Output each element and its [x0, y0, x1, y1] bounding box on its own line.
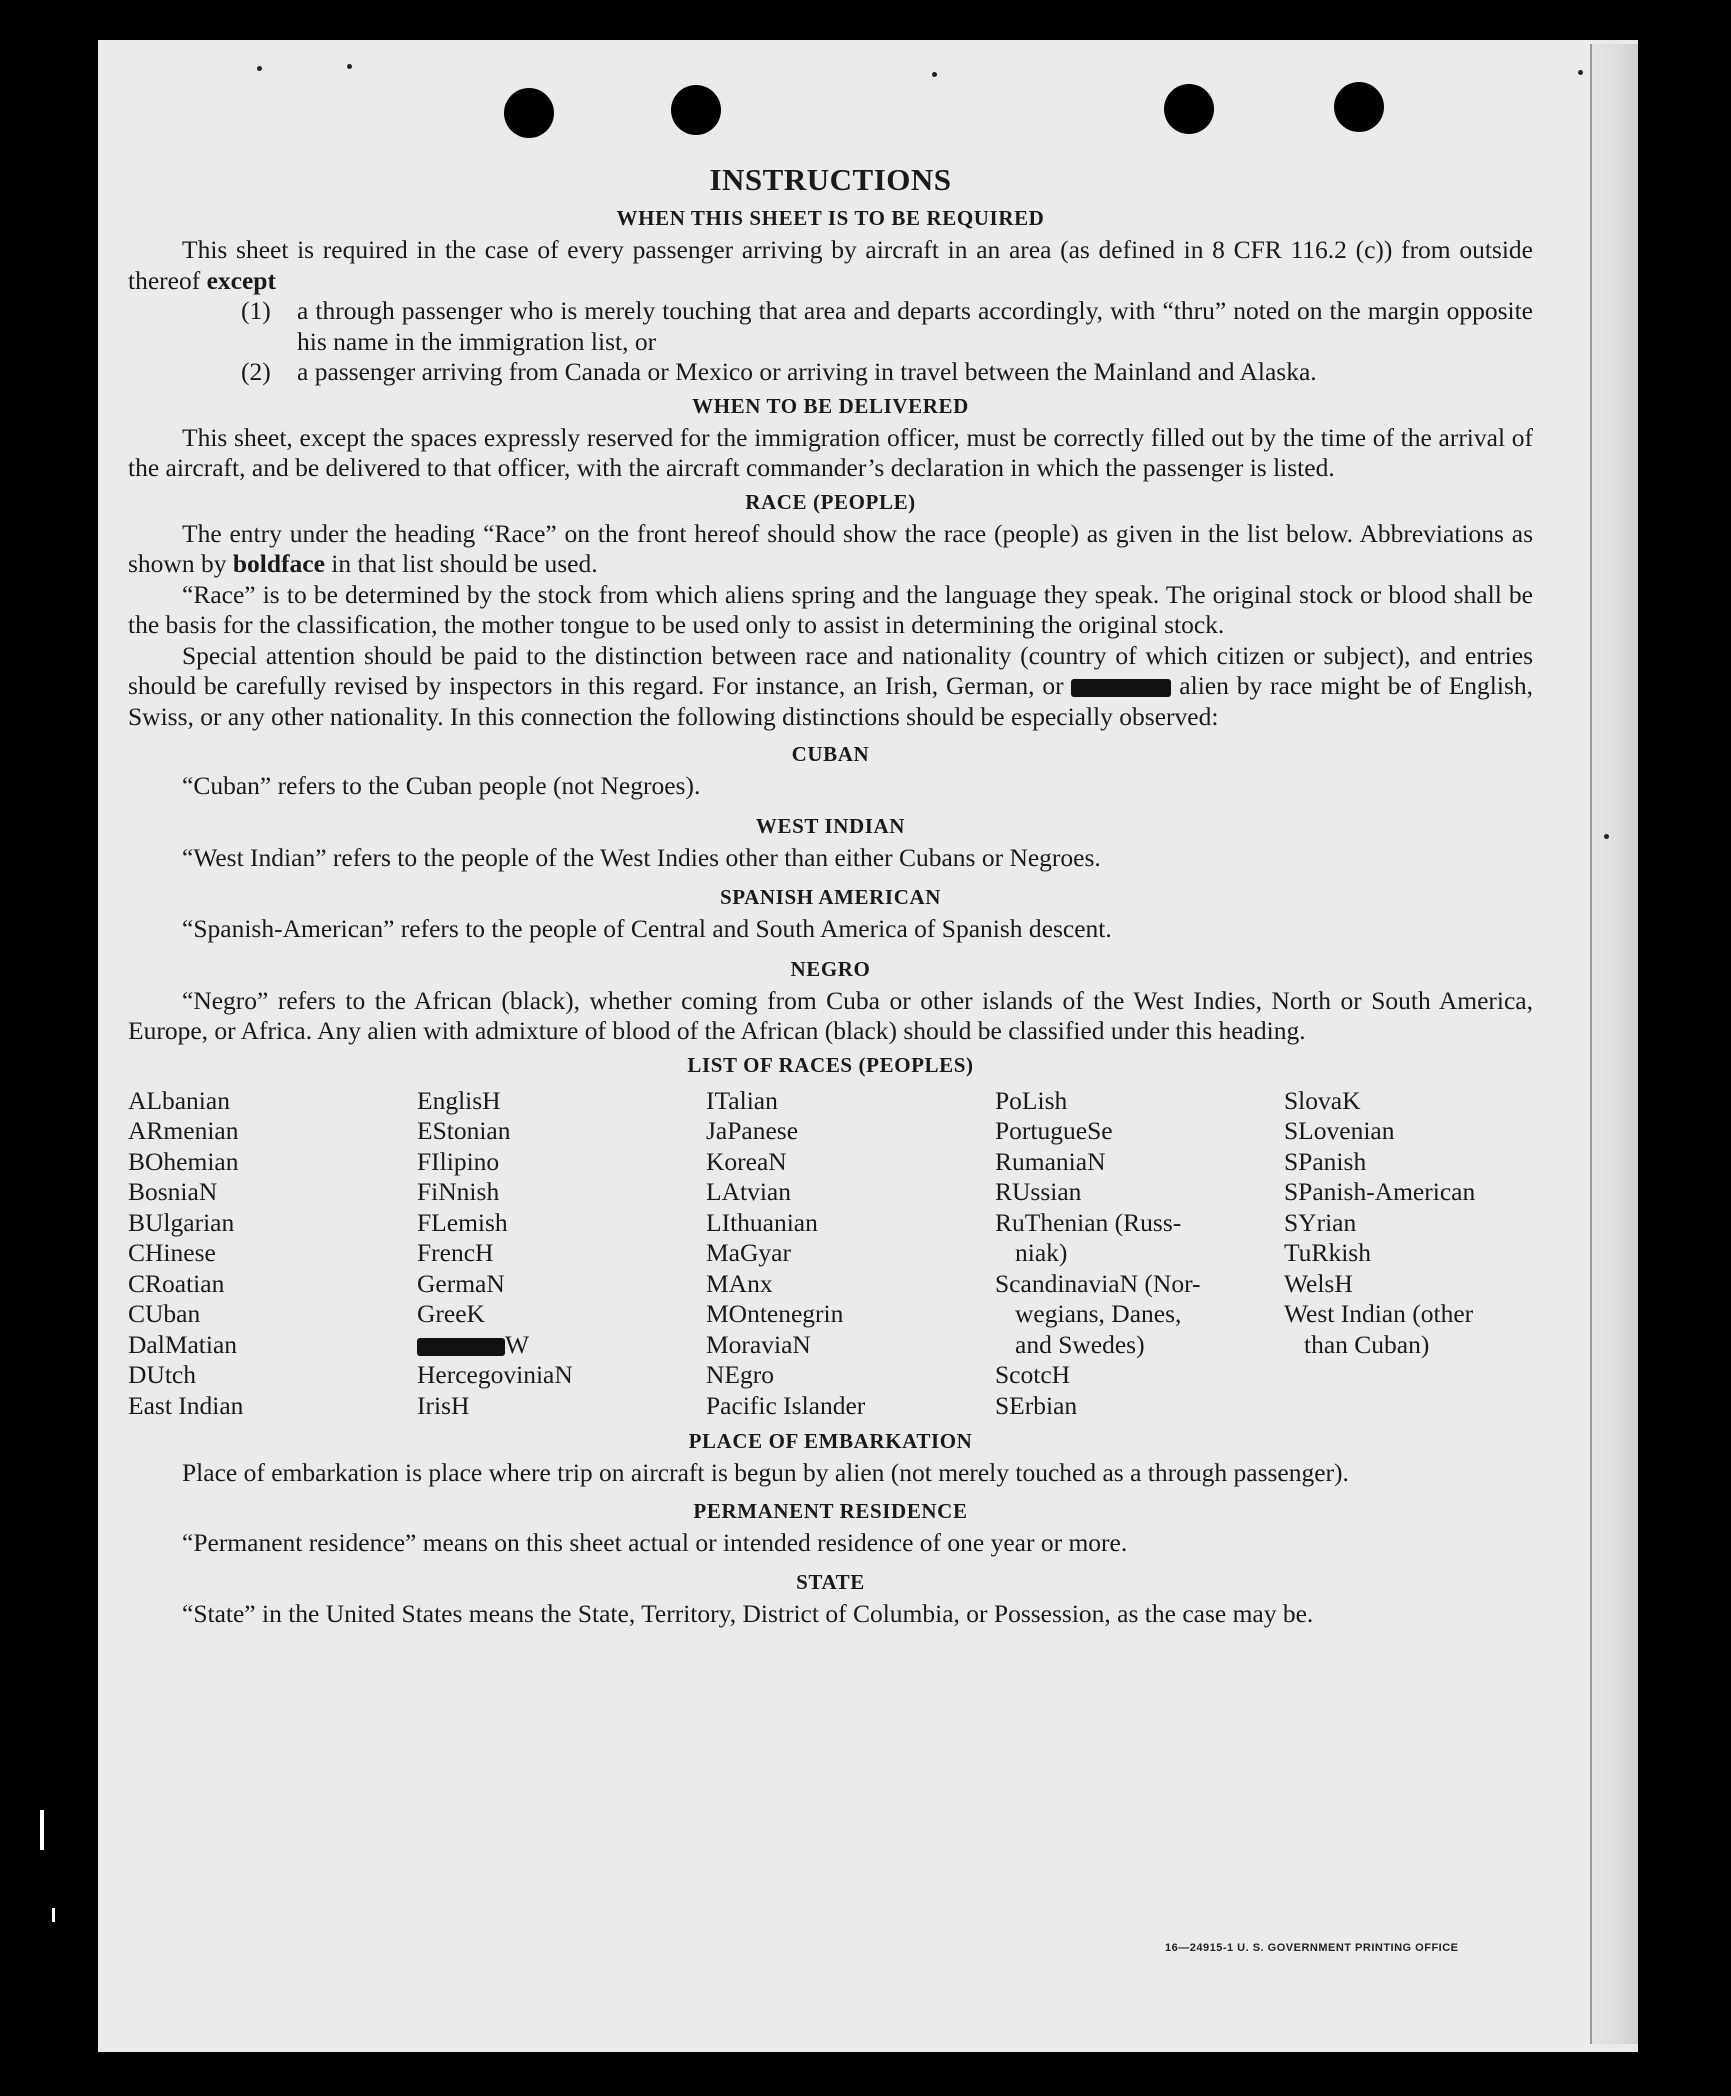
race-item: ALbanian — [128, 1085, 230, 1115]
race-list-column-5 — [1284, 1086, 1533, 1422]
race-item: WelsH — [1284, 1268, 1353, 1298]
scan-speck — [932, 72, 937, 77]
race-item: PortugueSe — [995, 1116, 1113, 1145]
scan-mark — [52, 1908, 55, 1922]
race-item: MaGyar — [706, 1238, 791, 1267]
race-item: DUtch — [128, 1360, 196, 1389]
race-item: MAnx — [706, 1268, 773, 1298]
race-p3-text: Special attention should be paid to the distinction between race and nationality (country of which citizen or subject), and entries should be carefully revised by inspectors in this regard. For instance, an Irish, German, or — [128, 640, 1533, 700]
section-heading-delivered: WHEN TO BE DELIVERED — [692, 393, 969, 418]
race-item: CUban — [128, 1299, 201, 1328]
race-list-column-4 — [995, 1086, 1284, 1422]
race-item: West Indian (other — [1284, 1299, 1474, 1328]
race-item: GreeK — [417, 1299, 485, 1328]
race-item: SPanish-American — [1284, 1177, 1476, 1206]
section-heading-cuban: CUBAN — [791, 742, 870, 766]
required-item-1 — [128, 296, 1533, 357]
race-item-continuation: than Cuban) — [1304, 1329, 1430, 1359]
race-item-continuation: and Swedes) — [1015, 1329, 1145, 1359]
race-item-continuation: niak) — [1015, 1238, 1068, 1267]
race-paragraph-2: “Race” is to be determined by the stock from which aliens spring and the language they speak. The original stock or blood shall be the basis for the classification, the mother tongue to be used only to assist in determining the original stock. — [128, 579, 1533, 639]
west-indian-text: “West Indian” refers to the people of the West Indies other than either Cubans or Negroes. — [182, 842, 1101, 872]
punch-hole — [671, 85, 721, 135]
race-item: SYrian — [1284, 1207, 1357, 1237]
race-item: SPanish — [1284, 1146, 1367, 1176]
section-heading-race: RACE (PEOPLE) — [745, 489, 916, 514]
race-item: ScandinaviaN (Nor- — [995, 1268, 1201, 1298]
item-number: (1) — [241, 296, 271, 325]
redaction-mark — [417, 1338, 505, 1356]
section-heading-list: LIST OF RACES (PEOPLES) — [687, 1052, 974, 1077]
race-list-column-1 — [128, 1086, 417, 1422]
race-item: East Indian — [128, 1390, 244, 1420]
spanish-american-text: “Spanish-American” refers to the people of Central and South America of Spanish descent. — [182, 914, 1112, 943]
race-item: PoLish — [995, 1085, 1068, 1115]
scan-speck — [1604, 834, 1609, 839]
scan-speck — [347, 64, 352, 69]
negro-text: “Negro” refers to the African (black), whether coming from Cuba or other islands of the West Indies, North or South America, Europe, or Africa. Any alien with admixture of blood of the African (black) should be classified under this heading. — [128, 985, 1533, 1045]
race-list — [128, 1086, 1533, 1422]
race-item: RuThenian (Russ- — [995, 1207, 1182, 1237]
item-number: (2) — [241, 357, 271, 386]
section-heading-spanish-american: SPANISH AMERICAN — [720, 885, 941, 909]
section-heading-embarkation: PLACE OF EMBARKATION — [688, 1429, 973, 1453]
race-item: RUssian — [995, 1177, 1082, 1206]
race-item: SlovaK — [1284, 1085, 1361, 1115]
race-item: SErbian — [995, 1390, 1078, 1420]
scan-speck — [257, 66, 262, 71]
race-item: TuRkish — [1284, 1238, 1371, 1267]
punch-hole — [1164, 84, 1214, 134]
race-p3-text-end: alien by race might be of English, Swiss, or any other nationality. In this connection the following distinctions should be especially observed: — [128, 671, 1534, 731]
race-item: NEgro — [706, 1360, 774, 1389]
section-heading-state: STATE — [796, 1570, 865, 1594]
race-list-column-3 — [706, 1086, 995, 1422]
race-item: KoreaN — [706, 1146, 787, 1176]
race-item: HercegoviniaN — [417, 1360, 573, 1389]
sheet-edge — [1590, 44, 1638, 2044]
race-item: MoraviaN — [706, 1329, 811, 1359]
race-item: LIthuanian — [706, 1207, 818, 1237]
race-item: GermaN — [417, 1268, 505, 1298]
printer-imprint: 16—24915-1 U. S. GOVERNMENT PRINTING OFFICE — [1165, 1942, 1459, 1954]
race-p1-text: The entry under the heading “Race” on the front hereof should show the race (people) as given in the list below. Abbreviations as shown by — [128, 518, 1533, 578]
race-item-redacted — [417, 1330, 706, 1361]
race-p1-text-end: in that list should be used. — [331, 549, 598, 578]
race-item: BosniaN — [128, 1177, 218, 1206]
race-item: EnglisH — [417, 1085, 501, 1115]
race-item: MOntenegrin — [706, 1299, 844, 1328]
race-item: JaPanese — [706, 1116, 799, 1145]
punch-hole — [1334, 82, 1384, 132]
scan-mark — [40, 1810, 44, 1850]
scan-speck — [1578, 70, 1583, 75]
race-item-continuation: wegians, Danes, — [1015, 1299, 1182, 1328]
race-item: RumaniaN — [995, 1146, 1106, 1176]
cuban-text: “Cuban” refers to the Cuban people (not Negroes). — [182, 771, 701, 800]
required-item-2 — [128, 357, 1533, 388]
item-text: a passenger arriving from Canada or Mexico or arriving in travel between the Mainland and Alaska. — [297, 357, 1317, 386]
embarkation-text: Place of embarkation is place where trip on aircraft is begun by alien (not merely touched as a through passenger). — [182, 1458, 1349, 1487]
race-item-suffix: W — [505, 1329, 530, 1359]
race-item: FLemish — [417, 1207, 508, 1237]
race-item: DalMatian — [128, 1329, 238, 1359]
race-item: BUlgarian — [128, 1207, 235, 1237]
race-p1-bold: boldface — [232, 549, 325, 578]
race-item: BOhemian — [128, 1146, 239, 1176]
race-paragraph-3 — [128, 641, 1533, 733]
delivered-text: This sheet, except the spaces expressly reserved for the immigration officer, must be correctly filled out by the time of the arrival of the aircraft, and be delivered to that officer, with the aircraft commander’s declaration in which the passenger is listed. — [128, 422, 1533, 482]
race-item: SLovenian — [1284, 1116, 1395, 1145]
section-heading-negro: NEGRO — [790, 956, 871, 981]
section-heading-residence: PERMANENT RESIDENCE — [693, 1498, 968, 1523]
redaction-mark — [1071, 679, 1171, 697]
race-item: LAtvian — [706, 1177, 791, 1206]
required-intro — [128, 235, 1533, 296]
race-item: EStonian — [417, 1116, 511, 1145]
race-item: FIlipino — [417, 1146, 500, 1176]
state-text: “State” in the United States means the State, Territory, District of Columbia, or Possession, as the case may be. — [182, 1599, 1314, 1628]
race-item: IrisH — [417, 1390, 470, 1420]
instructions-content — [128, 160, 1533, 1630]
race-item: FrencH — [417, 1238, 494, 1267]
race-item: ARmenian — [128, 1116, 239, 1145]
race-list-column-2 — [417, 1086, 706, 1422]
race-paragraph-1 — [128, 519, 1533, 580]
required-intro-text: This sheet is required in the case of every passenger arriving by aircraft in an area (as defined in 8 CFR 116.2 (c)) from outside thereof — [128, 235, 1533, 295]
race-item: ScotcH — [995, 1360, 1071, 1389]
item-text: a through passenger who is merely touching that area and departs accordingly, with “thru” noted on the margin opposite his name in the immigration list, or — [297, 296, 1533, 356]
race-item: CHinese — [128, 1238, 216, 1267]
page-title: INSTRUCTIONS — [709, 162, 952, 197]
residence-text: “Permanent residence” means on this sheet actual or intended residence of one year or more. — [182, 1527, 1128, 1557]
section-heading-west-indian: WEST INDIAN — [755, 813, 906, 838]
required-intro-except: except — [206, 265, 276, 295]
punch-hole — [504, 88, 554, 138]
race-item: FiNnish — [417, 1177, 500, 1206]
race-item: Pacific Islander — [706, 1390, 866, 1420]
race-item: ITalian — [706, 1085, 778, 1115]
race-item: CRoatian — [128, 1268, 225, 1298]
section-heading-required: WHEN THIS SHEET IS TO BE REQUIRED — [616, 206, 1045, 230]
